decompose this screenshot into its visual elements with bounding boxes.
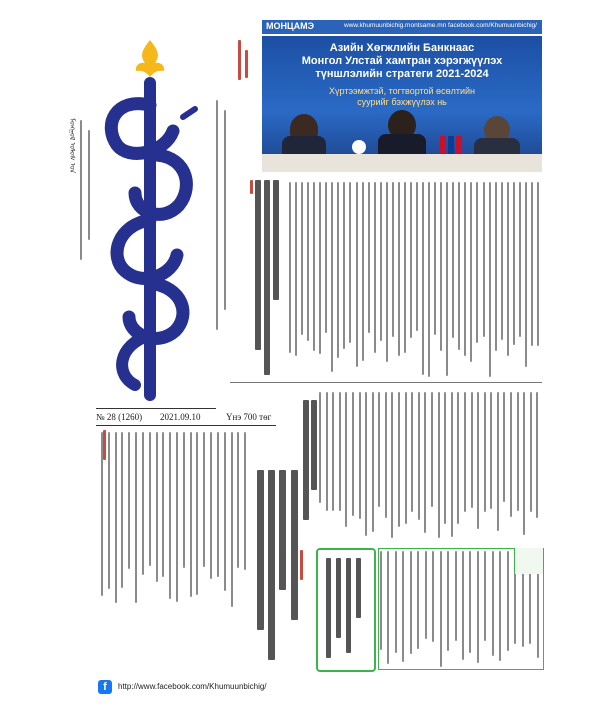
text-column-line <box>451 392 453 537</box>
text-column-line <box>477 392 479 529</box>
text-column-line <box>525 182 527 367</box>
text-column-line <box>476 182 478 343</box>
text-column-line <box>416 182 418 331</box>
feature-title-3: түншлэлийн стратеги 2021-2024 <box>315 68 489 80</box>
text-column-line <box>319 392 321 503</box>
text-column-line <box>411 392 413 512</box>
article-columns-lower-left <box>100 430 250 610</box>
text-column-line <box>483 182 485 337</box>
text-column-line <box>458 182 460 350</box>
text-column-line <box>537 182 539 346</box>
text-column-line <box>295 182 297 356</box>
text-column-line <box>196 432 198 595</box>
text-column-line <box>149 432 151 566</box>
text-column-line <box>446 182 448 376</box>
facebook-icon[interactable]: f <box>98 680 112 694</box>
text-column-line <box>224 432 226 591</box>
green-box-corner <box>514 548 543 574</box>
text-column-line <box>457 392 459 524</box>
header-links[interactable]: www.khumuunbichig.montsame.mn facebook.com/Khumuunbichig/ <box>344 22 537 29</box>
text-column-line <box>332 392 334 511</box>
text-column-line <box>244 432 246 570</box>
text-column-line <box>356 182 358 367</box>
text-column-line <box>418 392 420 520</box>
text-column-line <box>359 392 361 519</box>
text-column-line <box>349 182 351 343</box>
text-column-line <box>339 392 341 511</box>
text-column-line <box>464 182 466 356</box>
text-column-line <box>135 432 137 603</box>
text-column-line <box>362 182 364 361</box>
text-column-line <box>326 392 328 511</box>
text-column-line <box>210 432 212 579</box>
montsame-logo: МОНЦАМЭ <box>266 21 314 31</box>
text-column-line <box>402 551 404 662</box>
header-bar <box>262 20 542 34</box>
text-column-line <box>380 182 382 341</box>
text-column-line <box>499 551 501 661</box>
text-column-line <box>440 551 442 667</box>
text-column-line <box>422 182 424 375</box>
masthead-side-text: ᠮᠣᠩᠭᠣᠯ ᠤᠯᠤᠰ ᠤᠨ <box>68 118 76 174</box>
text-column-line <box>432 551 434 642</box>
text-column-line <box>128 432 130 569</box>
text-column-line <box>471 392 473 508</box>
issue-date: 2021.09.10 <box>160 412 201 422</box>
text-column-line <box>156 432 158 582</box>
text-column-line <box>343 182 345 349</box>
text-column-line <box>313 182 315 351</box>
text-column-line <box>237 432 239 568</box>
feature-subtitle-1: Хүртээмжтэй, тогтвортой өсөлтийн <box>329 86 475 96</box>
text-column-line <box>510 392 512 517</box>
text-column-line <box>301 182 303 335</box>
text-column-line <box>372 392 374 532</box>
text-column-line <box>519 182 521 337</box>
text-column-line <box>387 551 389 664</box>
text-column-line <box>462 551 464 660</box>
text-column-line <box>368 182 370 333</box>
text-column-line <box>501 182 503 340</box>
text-column-line <box>489 182 491 377</box>
text-column-line <box>492 551 494 656</box>
text-column-line <box>530 392 532 512</box>
text-column-line <box>404 182 406 353</box>
text-column-line <box>536 392 538 518</box>
feature-title-1: Азийн Хөгжлийн Банкнаас <box>329 42 475 54</box>
text-column-line <box>455 551 457 641</box>
text-column-line <box>440 182 442 351</box>
feature-title-2: Монгол Улстай хамтран хэрэгжүүлэх <box>301 55 503 67</box>
text-column-line <box>477 551 479 663</box>
text-column-line <box>444 392 446 524</box>
text-column-line <box>331 182 333 372</box>
text-column-line <box>374 182 376 353</box>
text-column-line <box>395 551 397 653</box>
text-column-line <box>183 432 185 568</box>
text-column-line <box>203 432 205 567</box>
text-column-line <box>495 182 497 351</box>
text-column-line <box>325 182 327 333</box>
text-column-line <box>391 392 393 538</box>
text-column-line <box>337 182 339 358</box>
text-column-line <box>405 392 407 524</box>
text-column-line <box>438 392 440 538</box>
text-column-line <box>434 182 436 335</box>
text-column-line <box>490 392 492 509</box>
text-column-line <box>484 392 486 512</box>
text-column-line <box>410 551 412 654</box>
green-info-box <box>316 548 376 672</box>
text-column-line <box>108 432 110 589</box>
feature-photo <box>262 36 542 172</box>
text-column-line <box>352 392 354 516</box>
conference-table <box>262 154 542 172</box>
adb-badge-icon <box>352 140 366 154</box>
article-columns-lower-right <box>318 390 542 540</box>
text-column-line <box>464 392 466 512</box>
text-column-line <box>431 392 433 507</box>
text-column-line <box>169 432 171 599</box>
text-column-line <box>378 392 380 507</box>
text-column-line <box>176 432 178 602</box>
text-column-line <box>365 392 367 536</box>
text-column-line <box>121 432 123 588</box>
feature-subtitle-2: суурийг бэхжүүлэх нь <box>357 97 447 107</box>
text-column-line <box>289 182 291 353</box>
text-column-line <box>217 432 219 577</box>
text-column-line <box>523 392 525 535</box>
newspaper-logo <box>95 35 205 405</box>
text-column-line <box>425 551 427 639</box>
text-column-line <box>231 432 233 607</box>
text-column-line <box>447 551 449 651</box>
text-column-line <box>162 432 164 577</box>
text-column-line <box>507 551 509 651</box>
text-column-line <box>398 392 400 527</box>
article-columns-upper <box>288 180 542 380</box>
text-column-line <box>497 392 499 531</box>
text-column-line <box>142 432 144 575</box>
text-column-line <box>101 432 103 596</box>
text-column-line <box>417 551 419 649</box>
text-column-line <box>503 392 505 502</box>
text-column-line <box>307 182 309 341</box>
text-column-line <box>424 392 426 533</box>
text-column-line <box>507 182 509 356</box>
text-column-line <box>380 551 382 650</box>
text-column-line <box>513 182 515 345</box>
text-column-line <box>428 182 430 377</box>
issue-number: № 28 (1260) <box>96 412 143 422</box>
text-column-line <box>484 551 486 641</box>
text-column-line <box>531 182 533 346</box>
text-column-line <box>345 392 347 527</box>
text-column-line <box>517 392 519 511</box>
text-column-line <box>452 182 454 338</box>
text-column-line <box>410 182 412 338</box>
facebook-link[interactable]: http://www.facebook.com/Khumuunbichig/ <box>118 682 267 691</box>
text-column-line <box>386 182 388 362</box>
issue-price: Үнэ 700 төг <box>226 412 272 422</box>
text-column-line <box>190 432 192 597</box>
text-column-line <box>469 551 471 653</box>
text-column-line <box>398 182 400 356</box>
text-column-line <box>385 392 387 518</box>
text-column-line <box>392 182 394 337</box>
text-column-line <box>319 182 321 354</box>
text-column-line <box>115 432 117 603</box>
text-column-line <box>470 182 472 362</box>
